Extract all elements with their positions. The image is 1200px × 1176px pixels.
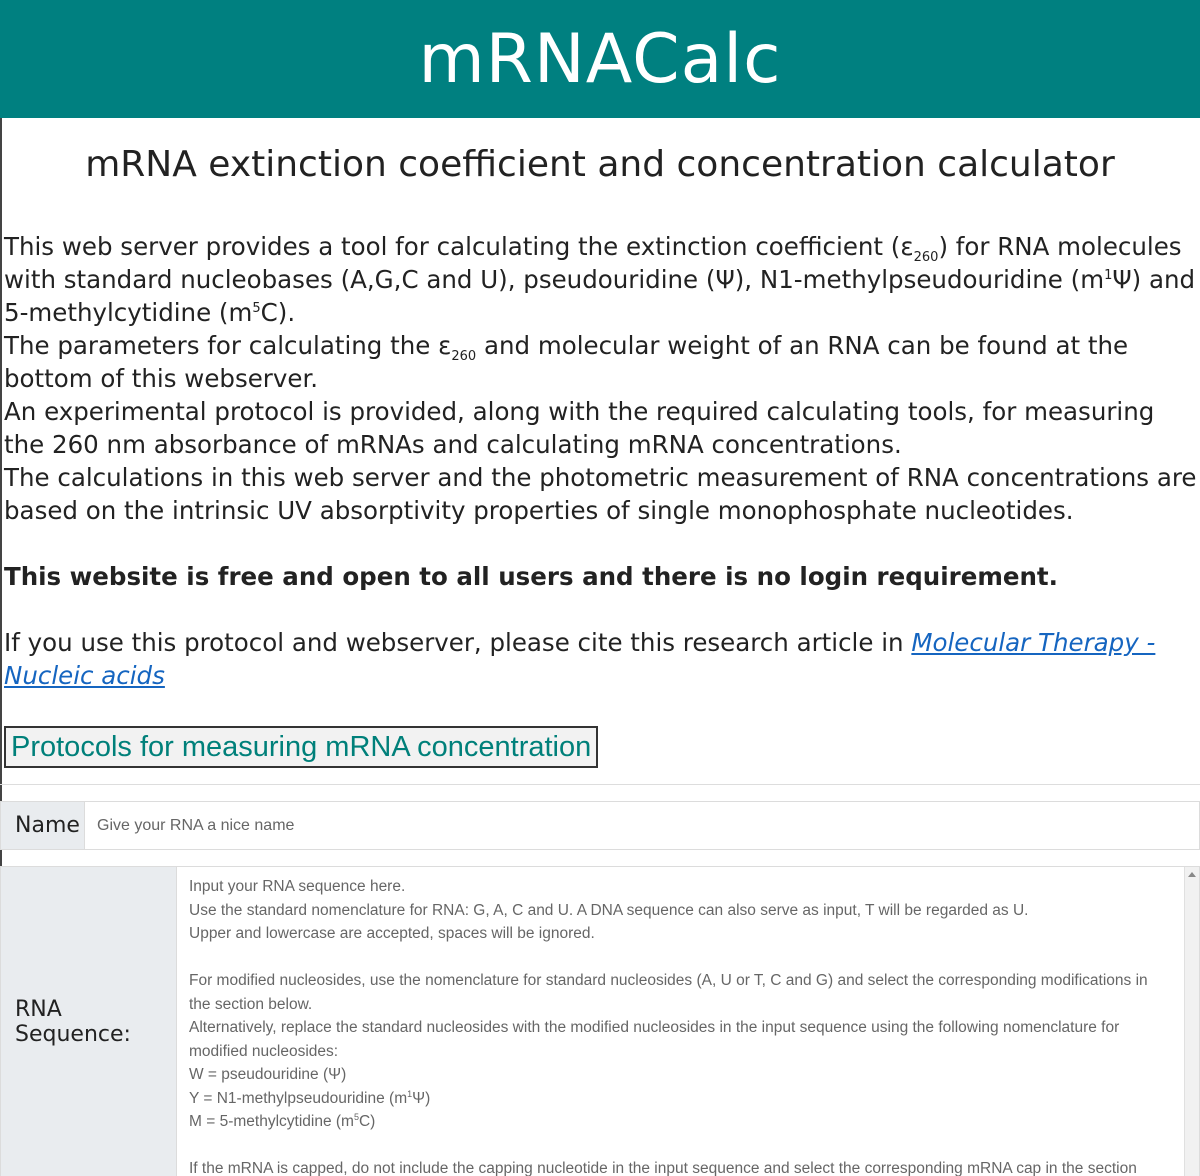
page-subtitle: mRNA extinction coefficient and concentration calculator [85, 144, 1115, 185]
app-title: mRNACalc [418, 19, 782, 99]
sequence-field-group [0, 866, 1200, 1176]
intro-paragraph-1: This web server provides a tool for calculating the extinction coefficient $(\varepsilon_{260})$ for RNA molecules with standard nucleobases (A,G,C and U), pseudouridine (Ψ), N1-methylpseudouridine $(m^1\Psi)$ and 5-methylcytidine $(m^5C)$. [4, 232, 1196, 327]
name-label: Name [1, 802, 85, 849]
divider [0, 784, 1200, 785]
intro-paragraph-3: An experimental protocol is provided, along with the required calculating tools, for measuring the 260 nm absorbance of mRNAs and calculating mRNA concentrations. [4, 397, 1155, 459]
app-header [0, 0, 1200, 118]
intro-paragraph-4: The calculations in this web server and the photometric measurement of RNA concentrations are based on the intrinsic UV absorptivity properties of single monophosphate nucleotides. [4, 463, 1197, 525]
name-field-group [0, 801, 1200, 850]
sequence-label: RNA Sequence: [1, 867, 177, 1176]
sequence-textarea[interactable] [177, 867, 1199, 1176]
sequence-scrollbar[interactable] [1184, 867, 1199, 1176]
intro-section [4, 230, 1200, 692]
name-input[interactable] [85, 802, 1199, 849]
free-notice: This website is free and open to all users and there is no login requirement. [4, 562, 1058, 591]
citation-text: If you use this protocol and webserver, please cite this research article in Molecular Therapy - Nucleic acids [4, 628, 1156, 690]
citation-link[interactable]: Molecular Therapy - Nucleic acids [4, 628, 1156, 690]
scroll-up-arrow-icon[interactable] [1188, 872, 1196, 877]
protocols-button[interactable]: Protocols for measuring mRNA concentration [4, 726, 598, 768]
sequence-placeholder: Input your RNA sequence here. Use the standard nomenclature for RNA: G, A, C and U. A DNA sequence can also serve as input, T will be regarded as U. Upper and lowercase are accepted, spaces will be ignored. For modified nucleosides, use the nomenclature for standard nucleosides (A, U or T, C and G) and select the corresponding modifications in the section below. Alternatively, replace the standard nucleosides with the modified nucleosides in the input sequence using the following nomenclature for modified nucleosides: W = pseudouridine (Ψ) Y = N1-methylpseudouridine $(m^1\Psi)$ M = 5-methylcytidine $(m^5C)$ If the mRNA is capped, do not include the capping nucleotide in the input sequence and select the corresponding mRNA cap in the section [189, 878, 1148, 1176]
intro-paragraph-2: The parameters for calculating the $\varepsilon_{260}$ and molecular weight of an RNA can be found at the bottom of this webserver. [4, 331, 1129, 393]
